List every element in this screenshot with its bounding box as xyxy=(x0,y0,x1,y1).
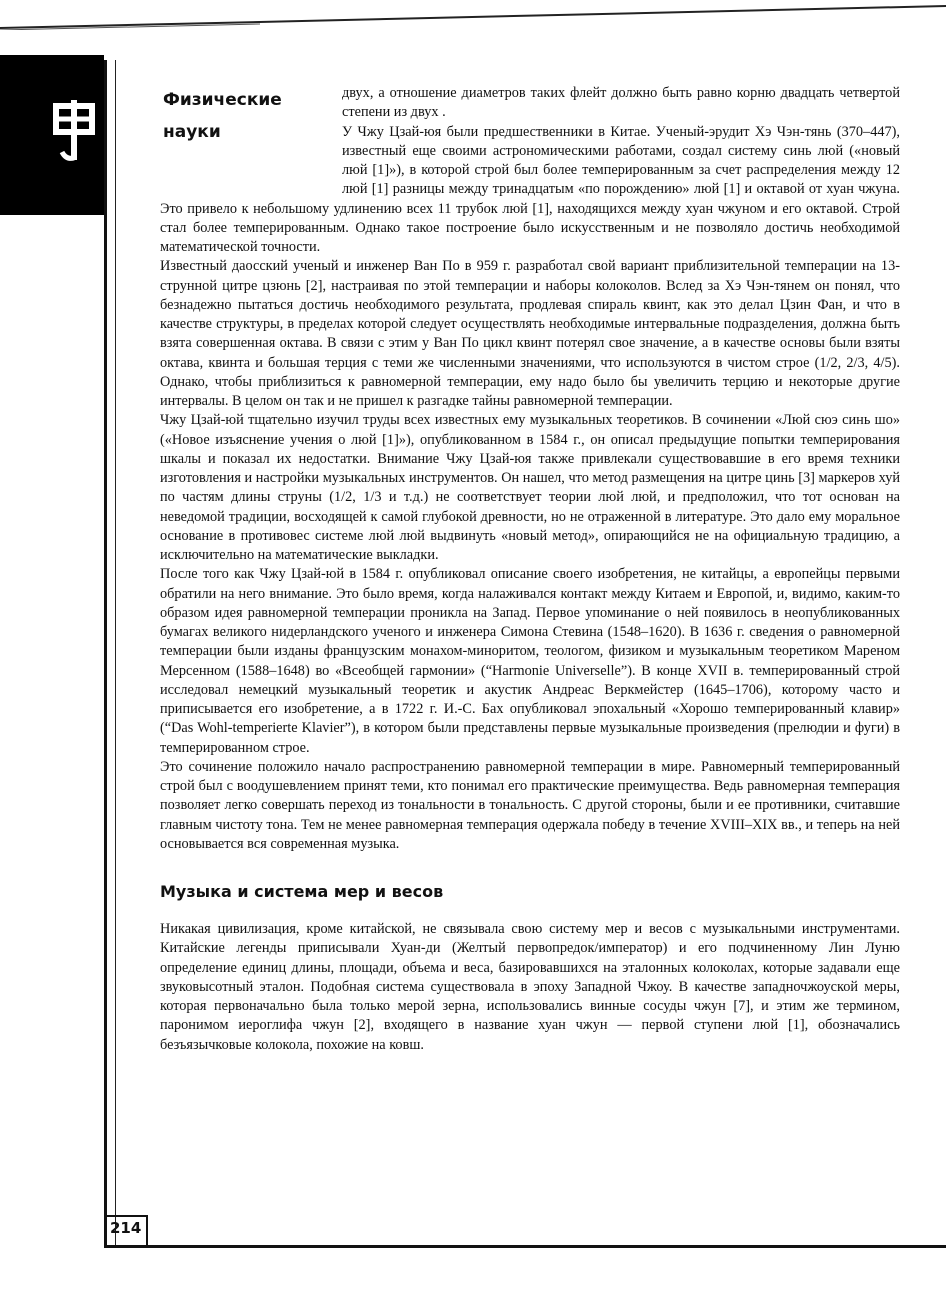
section-label-line-1: Физические xyxy=(163,90,282,110)
section-label-line-2: науки xyxy=(163,122,221,142)
paragraph: Известный даосский ученый и инженер Ван По в 959 г. разработал свой вариант приблизительной темперации на 13-струнной цитре цзюнь [2], настраивая по этой темперации и наборы колоколов. Вслед за Хэ Чэн-тянем он понял, что безнадежно пытаться достичь необходимого результата, продлевая спираль квинт, как это делал Цзин Фан, и что в качестве структуры, в пределах которой следует осуществлять необходимые интервальные подразделения, должна быть взята совершенная октава. В связи с этим у Ван По цикл квинт потерял свое значение, а в качестве основы были взяты октава, квинта и большая терция с теми же численными значениями, что используются в чистом строе (1/2, 2/3, 4/5). Однако, чтобы приблизиться к равномерной темперации, ему надо было бы увеличить терцию и некоторые другие интервалы. В целом он так и не пришел к разгадке тайны равномерной темперации. xyxy=(160,258,900,409)
paragraph: Никакая цивилизация, кроме китайской, не связывала свою систему мер и весов с музыкальными инструментами. Китайские легенды приписывали Хуан-ди (Желтый первопредок/император) и его подчиненному Лин Луню определение единиц длины, площади, объема и веса, базировавшихся на эталонных колоколах, которые задавали еще звуковысотный эталон. Подобная система существовала в эпоху Западной Чжоу. В качестве западночжоуской меры, которая первоначально была только мерой зерна, использовались винные сосуды чжун [7], и этим же термином, паронимом иероглифа чжун [2], входящего в название хуан чжун — первой ступени люй [1], обозначались безъязычковые колокола, похожие на ковш. xyxy=(160,921,900,1053)
chinese-character-icon xyxy=(52,100,96,162)
paragraph: Чжу Цзай-юй тщательно изучил труды всех известных ему музыкальных теоретиков. В сочинении «Люй сюэ синь шо» («Новое изъяснение учения о люй [1]»), опубликованном в 1584 г., он описал предыдущие попытки темперирования шкалы и показал их недостатки. Внимание Чжу Цзай-юя также привлекали существовавшие в его время техники изготовления и настройки музыкальных инструментов. Он нашел, что метод размещения на цитре цинь [3] маркеров хуй по частям длины струны (1/2, 1/3 и т.д.) не соответствует теории люй люй, и предположил, что тот основан на неведомой традиции, восходящей к самой глубокой древности, но не отраженной в литературе. Это дало ему моральное основание в противовес системе люй люй выдвинуть «новый метод», опирающийся не на официальную традицию, а исключительно на математические выкладки. xyxy=(160,412,900,563)
paragraph: двух, а отношение диаметров таких флейт должно быть равно корню двадцать четвертой степени из двух . xyxy=(342,85,900,121)
page-body xyxy=(160,84,900,1055)
top-edge-rule xyxy=(0,0,946,30)
inner-margin-rule xyxy=(115,60,116,1245)
paragraph: После того как Чжу Цзай-юй в 1584 г. опубликовал описание своего изобретения, не китайцы, а европейцы первыми обратили на него внимание. Это было время, когда налаживался контакт между Китаем и Европой, и, видимо, каким-то образом идея равномерной темперации проникла на Запад. Первое упоминание о ней появилось в неопубликованных бумагах великого нидерландского ученого и инженера Симона Стевина (1548–1620). В 1636 г. сведения о равномерной темперации были изданы французским монахом-миноритом, теологом, физиком и музыкальным теоретиком Мареном Мерсенном (1588–1648) во «Всеобщей гармонии» (“Harmonie Universelle”). В конце XVII в. темперированный строй исследовал немецкий музыкальный теоретик и акустик Андреас Веркмейстер (1645–1706), которому часто и приписывается его изобретение, а в 1722 г. И.-С. Бах опубликовал эпохальный «Хорошо темперированный клавир» (“Das Wohl-temperierte Klavier”), в котором были представлены первые музыкальные произведения (прелюдии и фуги) в темперированном строе. xyxy=(160,566,900,756)
section-heading: Музыка и система мер и весов xyxy=(160,882,444,901)
page-number: 214 xyxy=(110,1219,142,1237)
label-spacer xyxy=(160,84,342,199)
paragraph: Это сочинение положило начало распространению равномерной темперации в мире. Равномерный темперированный строй был с воодушевлением принят теми, кто понимал его практические преимущества. Ведь равномерная темперация позволяет легко совершать переход из тональности в тональность. С другой стороны, были и ее противники, считавшие главным чистоту тона. Тем не менее равномерная темперация одержала победу в течение XVIII–XIX вв., и теперь на ней основывается вся современная музыка. xyxy=(160,758,900,852)
paragraph: У Чжу Цзай-юя были предшественники в Китае. Ученый-эрудит Хэ Чэн-тянь (370–447), известный еще своими астрономическими работами, создал систему синь люй («новый люй [1]»), в которой строй был более темперированным за счет распределения между 12 люй [1] разницы между тринадцатым «по порождению» люй [1] и октавой от хуан чжуна. Это привело к небольшому удлинению всех 11 трубок люй [1], находящихся между хуан чжуном и его октавой. Строй стал более темперированным. Однако такое построение было искусственным и не позволяло достичь необходимой математической точности. xyxy=(160,123,900,255)
